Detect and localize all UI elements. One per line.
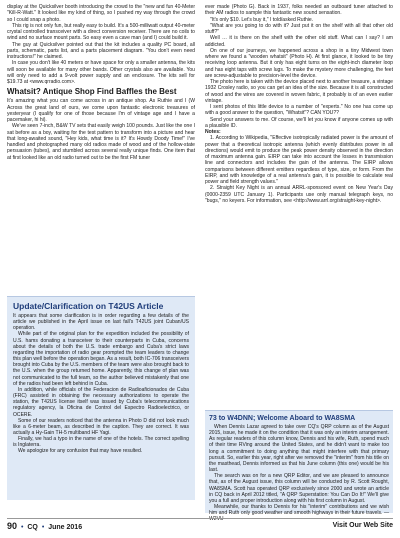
paragraph: We apologize for any confusion that may have resulted. xyxy=(18,448,143,455)
paragraph: The guy at Quicksilver pointed out that the kit includes a quality PC board, all parts, schematic, parts list, and a parts placement diagram. "You don't even need instructions!" he claimed. xyxy=(7,41,195,60)
paragraph: When Dennis Lazar agreed to take over CQ's QRP column as of the August 2015, issue, he made it on the condition that it was only an interim arrangement. As regular readers of this column know, Dennis and his wife, Ruth, spend much of their time RVing around the United States, and he didn't want to make too long a commitment to doing anything that might interfere with that primary pursuit. So, earlier this year, right after we removed the "interim" from his title on the masthead, Dennis informed us that his June column (this one) would be his last. xyxy=(209,424,389,474)
sidebar-title: Update/Clarification on T42US Article xyxy=(13,301,164,311)
paragraph: In addition, while officials of the Federacion de Radioaficionados de Cuba (FRC) assisted in obtaining the necessary authorizations to operate the station, the T42US license itself was issued by Cuba's telecommunications regulatory agency, la Oficina de Control del Espectro Radioelectrico, or OCERE. xyxy=(13,386,189,418)
paragraph: The search was on for a new QRP Editor, and we are pleased to announce that, as of the August issue, this column will be conducted by R. Scott Rought, WA8SMA. Scott has operated QRP exclusively since 2000 and wrote an article in CQ back in April 2012 titled, "A QRP Superstation: You Can Do It!" We'll give you a full and proper introduction along with his first column in August. xyxy=(209,473,389,504)
paragraph: We've seen 7-inch, B&W TV sets that easily weigh 100 pounds. Just like the one I sat before as a boy, waiting for the test pattern to transform into a picture and hear that long-awaited sound, "Hey kids, what time is it? It's Howdy Doody Time!" I've handled and photographed many old radios made of wood and of the hollow-state persuasion (tubes), and stumbled across several really unique finds. One item that at first looked like an old radio turned out to be the first FM tuner xyxy=(7,123,195,161)
editor-announcement-box xyxy=(205,410,393,523)
paragraph: The photo here is taken with the device placed next to another treasure, a vintage 1932 Crosley radio, so you can get an idea of the size. Because it is all constructed of wood and the wires are covered in woven fabric, it probably is of an even earlier vintage. xyxy=(205,79,393,104)
paragraph: ever made (Photo G). Back in 1937, folks needed an outboard tuner attached to their AM radios to sample this fantastic new sound sensation. xyxy=(205,4,393,17)
note-item: 1. According to Wikipedia, "Effective isotropically radiated power is the amount of power that a theoretical isotropic antenna (which evenly distributes power in all directions) would emit to produce the peak power density observed in the direction of maximum antenna gain. EIRP can take into account the losses in transmission line and connectors and includes the gain of the antenna. The EIRP allows comparisons between different emitters regardless of type, size, or form. From the EIRP, and with knowledge of a real antenna's gain, it is possible to calculate real power and field strength values." xyxy=(205,135,393,185)
paragraph: "It's only $10. Let's buy it," I told/asked Ruthie. xyxy=(210,16,314,23)
box-title: 73 to W4DNN; Welcome Aboard to WA8SMA xyxy=(209,415,356,422)
notes-heading: Notes: xyxy=(205,129,221,135)
paragraph: Finally, we had a typo in the name of one of the hotels. The correct spelling is Inglaterra. xyxy=(13,436,189,449)
paragraph: In case you don't like 40 meters or have space for only a smaller antenna, the kits will soon be available for many other bands. Other crystals also are available. You will only need to add a 9-volt power supply and an enclosure. The kits sell for $19.73 at <www.qrradio.com>. xyxy=(7,60,195,85)
bullet-separator: • xyxy=(41,524,45,531)
paragraph: "What are you going to do with it? Just put it on the shelf with all that other old stuff?" xyxy=(205,22,393,35)
right-column xyxy=(205,4,393,204)
issue-date: June 2016 xyxy=(48,524,83,531)
page-number: 90 xyxy=(7,521,18,531)
paragraph: I sent photos of this little device to a number of "experts." No one has come up with a good answer to the question, "Whatsit"? CAN YOU?? xyxy=(205,104,393,117)
paragraph: display at the Quicksilver booth introducing the crowd to the "new and fun 40-Meter "Kill-R-Watt." It looked like my kind of thing, so I pushed my way through the crowd so I could snap a photo. xyxy=(7,4,195,23)
paragraph: It's amazing what you can come across in an antique shop. As Ruthie and I (W Across the great land of ours, we come upon fantastic electronic treasures of yesteryear (I qualify for one of those because I'm of vintage age and I have a pacemaker, hi hi). xyxy=(7,98,195,123)
page-footer xyxy=(7,518,393,533)
bullet-separator: • xyxy=(20,524,24,531)
paragraph: Well … it is there on the shelf with the other old stuff. What can I say? I am addicted. xyxy=(205,35,393,48)
magazine-name: CQ xyxy=(27,524,38,531)
section-heading: Whatsit? Antique Shop Find Baffles the Best xyxy=(7,87,177,97)
paragraph: This rig is not only fun, but really easy to build. It's a 500-milliwatt output 40-meter crystal controlled transceiver with a direct conversion receiver. There are no coils to wind and no surface mount parts. So easy even a cave man (and I) could build it. xyxy=(7,22,195,42)
paragraph: Send your answers to me. Of course, we'll let you know if anyone comes up with a plausible ID. xyxy=(205,116,393,129)
left-column xyxy=(7,4,195,161)
website-link[interactable]: Visit Our Web Site xyxy=(332,522,393,529)
note-item: 2. Straight Key Night is an annual ARRL-sponsored event on New Year's Day (0000-2359 UTC January 1). Participants use only manual telegraph keys, no "bugs," no keyers. For information, see <http://www.arrl.org/straight-key-night>. xyxy=(205,185,393,204)
paragraph: Some of our readers noticed that the antenna in Photo D did not look much like a 6-meter beam, as described in the caption. They are correct. It was actually a Hy-Gain TH-5 multiband HF Yagi. xyxy=(13,417,189,436)
paragraph: On one of our journeys, we happened across a shop in a tiny Midwest town where we found a "wooden whatsit" (Photo H). At first glance, it looked to be tiny receiving loop antenna. But it only has eight turns on the eight-inch diameter loop and has eight taps with screw lugs. To make the mystery more challenging, the feet are screw-adjustable to precision-level the device. xyxy=(205,47,393,79)
update-sidebar-box xyxy=(7,296,195,500)
footer-left xyxy=(7,519,82,535)
paragraph: While part of the original plan for the expedition included the possibility of U.S. hams donating a transceiver to their counterparts in Cuba, concerns about the details of both the U.S. trade embargo and Cuba's strict laws regarding the importation of radio gear prompted the team leaders to change this plan well before the operation began. As a result, both IC-706 transceivers brought into Cuba by the U.S. members of the team were also brought back to the U.S. when the group returned home. Apparently, this change of plan was not communicated to the full team, so the author believed mistakenly that one of the radios had been left behind in Cuba. xyxy=(13,331,189,387)
paragraph: Meanwhile, our thanks to Dennis for his "interim" contributions and we wish him and Ruth only good weather and smooth highways in their future travels. — W2VU xyxy=(209,504,389,523)
paragraph: It appears that some clarification is in order regarding a few details of the article we published in the April issue on last fall's T42US joint Cuban/US operation. xyxy=(13,313,189,332)
